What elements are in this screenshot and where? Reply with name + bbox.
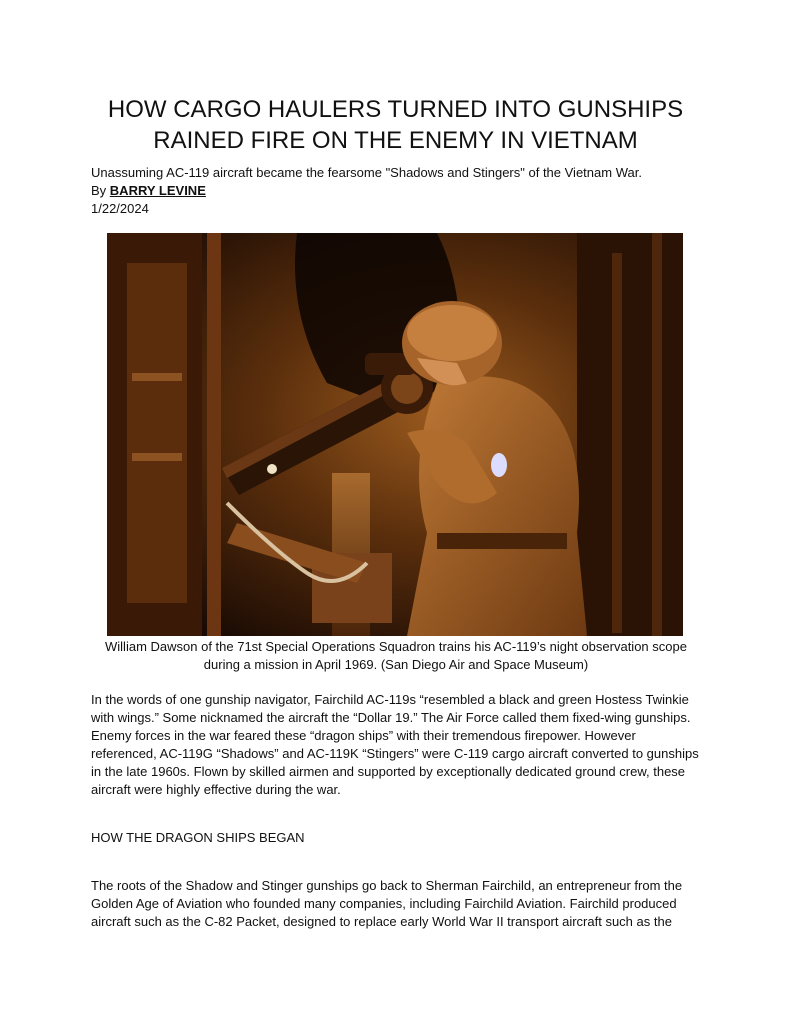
section-heading: HOW THE DRAGON SHIPS BEGAN [91,830,305,845]
body-paragraph-1: In the words of one gunship navigator, Fairchild AC-119s “resembled a black and green Hostess Twinkie with wings.” Some nicknamed the aircraft the “Dollar 19.” The Air Force called them fixed-wing gunships. Enemy forces in the war feared these “dragon ships” with their tremendous firepower. However referenced, AC-119G “Shadows” and AC-119K “Stingers” were C-119 cargo aircraft converted to gunships in the late 1960s. Flown by skilled airmen and supported by exceptionally dedicated ground crew, these aircraft were highly effective during the war. [91,692,699,797]
photo-illustration [107,233,683,636]
article-subtitle: Unassuming AC-119 aircraft became the fearsome "Shadows and Stingers" of the Vietnam War. [91,165,642,180]
article-title: HOW CARGO HAULERS TURNED INTO GUNSHIPS RAINED FIRE ON THE ENEMY IN VIETNAM [107,96,684,154]
article-photo [107,233,683,636]
body-paragraph-2: The roots of the Shadow and Stinger gunships go back to Sherman Fairchild, an entrepreneur from the Golden Age of Aviation who founded many companies, including Fairchild Aviation. Fairchild produced aircraft such as the C-82 Packet, designed to replace early World War II transport aircraft such as the [91,878,683,929]
byline-prefix: By [91,183,110,198]
photo-caption: William Dawson of the 71st Special Operations Squadron trains his AC-119’s night observation scope during a mission in April 1969. (San Diego Air and Space Museum) [105,639,687,672]
publish-date: 1/22/2024 [91,201,149,216]
byline [91,182,206,200]
author-link[interactable]: BARRY LEVINE [109,183,206,198]
